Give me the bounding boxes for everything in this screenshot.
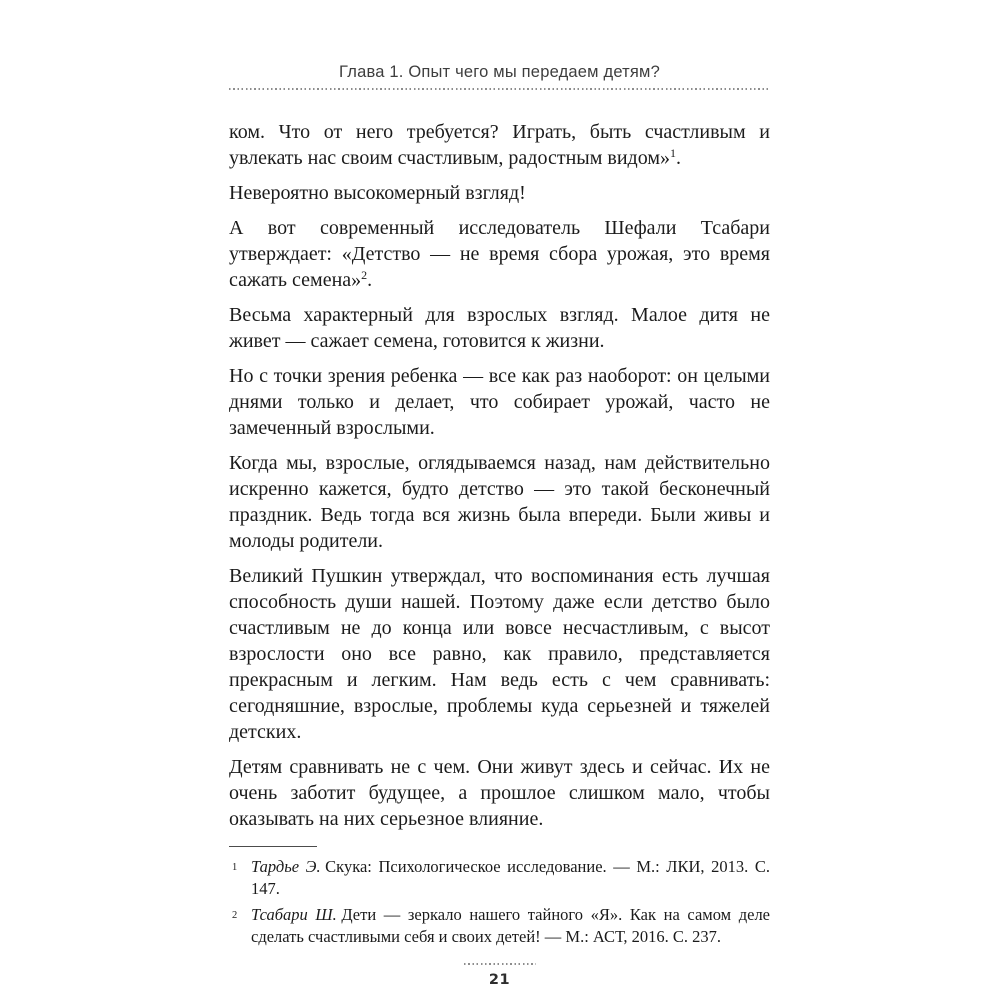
paragraph-text: Когда мы, взрослые, оглядываемся назад, нам действительно искренно кажется, будто детство — это такой бесконечный праздник. Ведь тогда вся жизнь была впереди. Были живы и молоды родители. (229, 452, 770, 552)
paragraph (229, 363, 770, 441)
paragraph (229, 119, 770, 171)
book-page (229, 62, 770, 988)
footnote-author: Тсабари Ш. (251, 905, 337, 924)
paragraph-text: Но с точки зрения ребенка — все как раз наоборот: он целыми днями только и делает, что собирает урожай, часто не замеченный взрослыми. (229, 365, 770, 439)
paragraph (229, 215, 770, 293)
paragraph-text: Великий Пушкин утверждал, что воспоминания есть лучшая способность души нашей. Поэтому даже если детство было счастливым не до конца или вовсе несчастливым, с высот взрослости оно все равно, как правило, представляется прекрасным и легким. Нам ведь есть с чем сравнивать: сегодняшние, взрослые, проблемы куда серьезней и тяжелей детских. (229, 565, 770, 743)
paragraph-text: ком. Что от него требуется? Играть, быть счастливым и увлекать нас своим счастливым, радостным видом» (229, 121, 770, 169)
footnote (229, 856, 770, 900)
footnote-separator (229, 846, 317, 847)
paragraph (229, 450, 770, 554)
footnote-marker: 2 (232, 910, 238, 921)
page-body (229, 119, 770, 832)
chapter-header (229, 62, 770, 90)
paragraph (229, 302, 770, 354)
header-dotted-rule (229, 88, 770, 90)
chapter-title: Глава 1. Опыт чего мы передаем детям? (339, 63, 660, 81)
page-footer-area (229, 846, 770, 988)
footnote-marker: 1 (232, 862, 238, 873)
page-footer (229, 963, 770, 988)
footnote-author: Тардье Э. (251, 857, 321, 876)
footnote (229, 904, 770, 948)
footnote-ref: 1 (670, 146, 676, 160)
paragraph-text: Весьма характерный для взрослых взгляд. Малое дитя не живет — сажает семена, готовится к жизни. (229, 304, 770, 352)
paragraph-after: . (367, 269, 373, 291)
footnote-text: Дети — зеркало нашего тайного «Я». Как на самом деле сделать счастливыми себя и своих детей! — М.: АСТ, 2016. С. 237. (251, 905, 770, 946)
paragraph-text: Детям сравнивать не с чем. Они живут здесь и сейчас. Их не очень заботит будущее, а прошлое слишком мало, чтобы оказывать на них серьезное влияние. (229, 756, 770, 830)
paragraph (229, 180, 770, 206)
paragraph-text: А вот современный исследователь Шефали Тсабари утверждает: «Детство — не время сбора урожая, это время сажать семена» (229, 217, 770, 291)
footnote-text: Скука: Психологическое исследование. — М.: ЛКИ, 2013. С. 147. (251, 857, 770, 898)
paragraph-text: Невероятно высокомерный взгляд! (229, 182, 526, 204)
paragraph-after: . (676, 147, 681, 169)
footnote-ref: 2 (361, 268, 368, 282)
paragraph (229, 754, 770, 832)
paragraph (229, 563, 770, 745)
page-number: 21 (488, 972, 511, 988)
footer-dotted-rule (464, 963, 536, 965)
footnote-list (229, 856, 770, 948)
